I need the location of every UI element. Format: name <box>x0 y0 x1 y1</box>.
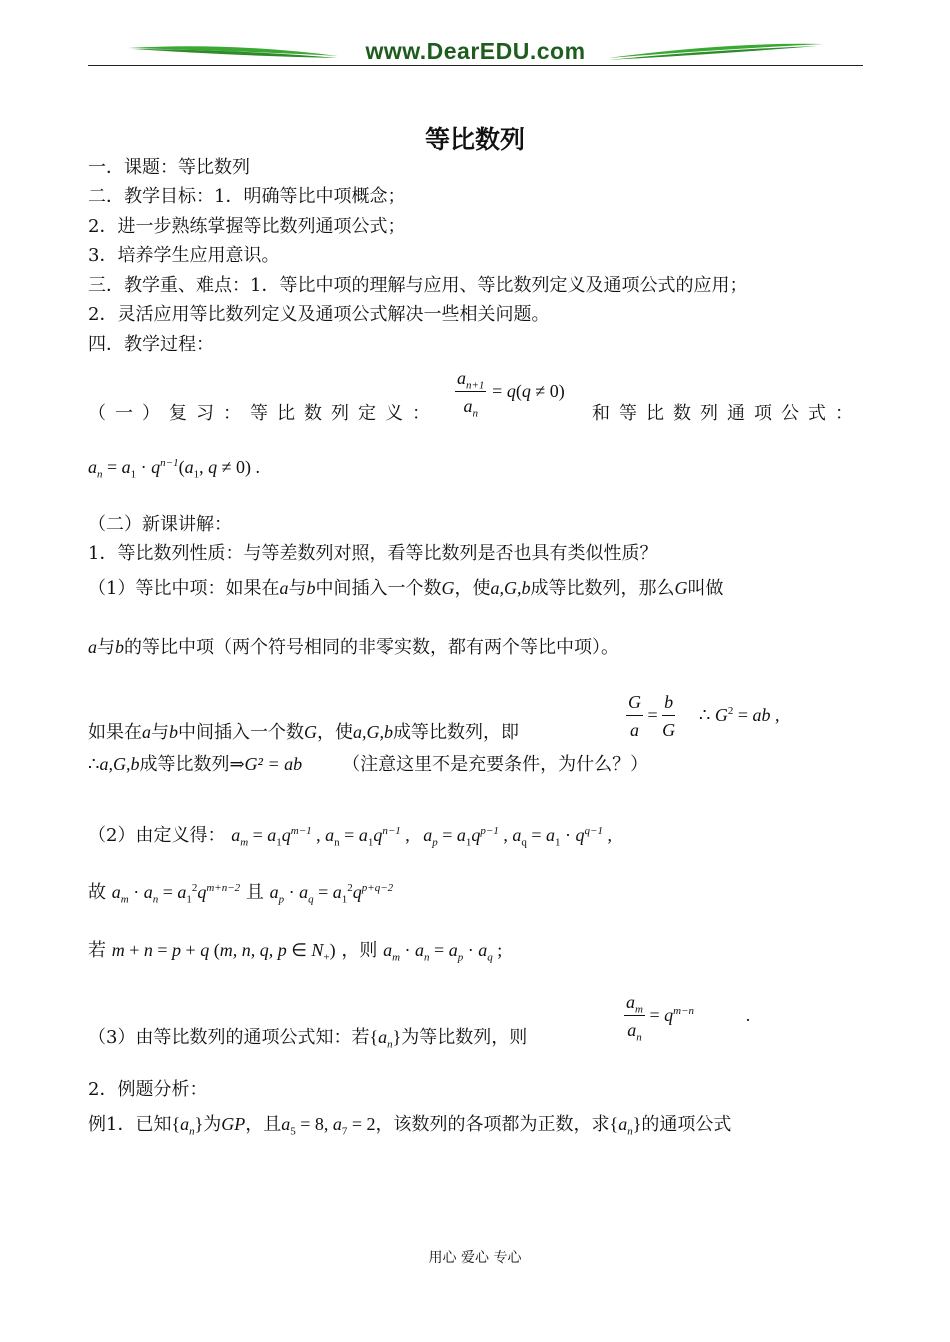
ratio-property-line: （3）由等比数列的通项公式知：若$\{a_n\}$为等比数列，则 <box>88 1027 528 1051</box>
new-lesson-heading: （二）新课讲解： <box>88 514 232 535</box>
header-banner <box>88 36 863 70</box>
example-1: 例1．已知$\{a_n\}$为GP，且$a_5 = 8$, $a_7 = 2$，该数列的各项都为正数，求$\{a_n\}$的通项公式 <box>88 1114 732 1138</box>
product-line: 故 $a_m \cdot a_n = a_1^2q^{m+n-2}$ 且 $a_p \cdot a_q = a_1^2q^{p+q-2}$ <box>88 882 394 906</box>
ratio-formula-2: $\frac{a_m}{a_n}$ = $q^{m-n}$ . <box>626 992 751 1044</box>
definition-derivation: （2）由定义得： $a_m = a_1q^{m-1}$ , $a_n = a_1q^{n-1}$ , $a_p = a_1q^{p-1}$ , $a_q = a_1 \cdot q^{q-1}$ , <box>88 825 612 849</box>
property-intro: 1．等比数列性质：与等差数列对照，看等比数列是否也具有类似性质？ <box>88 543 658 564</box>
line-process: 四．教学过程： <box>88 334 214 355</box>
line-keypoints-2: 2．灵活应用等比数列定义及通项公式解决一些相关问题。 <box>88 304 550 325</box>
line-keypoints: 三．教学重、难点：1．等比中项的理解与应用、等比数列定义及通项公式的应用； <box>88 275 748 296</box>
line-goal-2: 2．进一步熟练掌握等比数列通项公式； <box>88 216 406 237</box>
definition-formula: $\frac{a_{n+1}}{a_n}$ = q(q ≠ 0) <box>457 368 565 420</box>
line-goal-3: 3．培养学生应用意识。 <box>88 245 280 266</box>
review-label: （一）复习：等比数列定义： <box>88 403 439 424</box>
header-divider <box>88 65 863 66</box>
logo-text: www.DearEDU.com <box>365 38 586 64</box>
example-heading: 2．例题分析： <box>88 1079 208 1100</box>
general-term-formula: $a_n = a_1 \cdot q^{n-1}(a_1$, q ≠ 0) . <box>88 457 260 481</box>
line-goal: 二．教学目标：1．明确等比中项概念； <box>88 186 406 207</box>
page-title: 等比数列 <box>424 125 525 154</box>
geometric-mean-line-2: a与b的等比中项（两个符号相同的非零实数，都有两个等比中项）。 <box>88 637 619 658</box>
footer-text: 用心 爱心 专心 <box>428 1250 522 1266</box>
insert-line: 如果在a与b中间插入一个数G，使a,G,b成等比数列，即 <box>88 722 519 743</box>
line-topic: 一．课题：等比数列 <box>88 157 250 178</box>
index-property-line: 若 m + n = p + q (m, n, q, p ∈ $N_+$) ，则 $a_m \cdot a_n = a_p \cdot a_q$ ; <box>88 940 503 964</box>
geometric-mean-line: （1）等比中项：如果在a与b中间插入一个数G，使a,G,b成等比数列，那么G叫做 <box>88 578 724 599</box>
therefore-line: ∴a,G,b成等比数列⇒G² = ab （注意这里不是充要条件，为什么？） <box>88 754 649 775</box>
ratio-formula: $\frac{G}{a}$ = $\frac{b}{G}$ ∴ $G^2$ = ab , <box>628 692 780 740</box>
review-general-label: 和等比数列通项公式： <box>592 403 862 424</box>
